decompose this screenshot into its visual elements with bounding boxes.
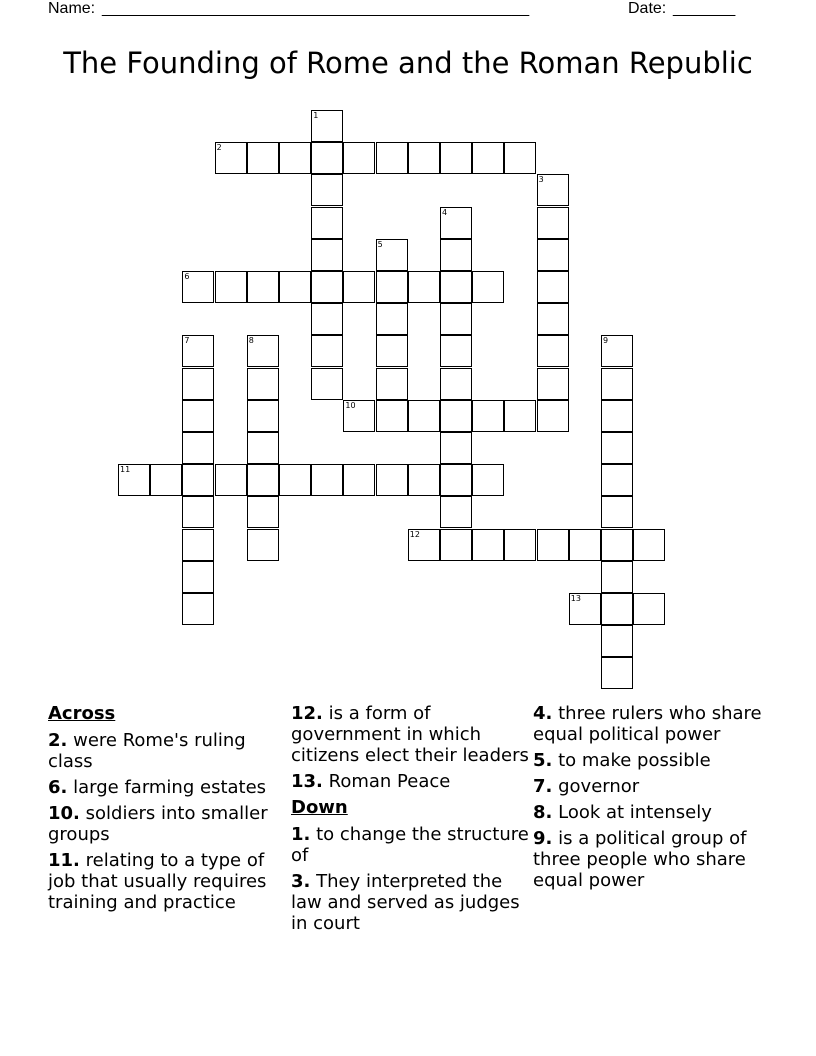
crossword-cell[interactable] — [182, 368, 214, 400]
down-heading: Down — [291, 797, 348, 818]
crossword-cell[interactable] — [504, 529, 536, 561]
crossword-cell[interactable] — [408, 400, 440, 432]
crossword-cell[interactable] — [601, 368, 633, 400]
crossword-cell[interactable] — [343, 464, 375, 496]
crossword-cell[interactable] — [247, 464, 279, 496]
crossword-cell[interactable] — [343, 400, 375, 432]
crossword-cell[interactable] — [247, 529, 279, 561]
crossword-cell[interactable] — [247, 496, 279, 528]
crossword-cell[interactable] — [376, 303, 408, 335]
crossword-cell[interactable] — [537, 239, 569, 271]
crossword-cell[interactable] — [472, 271, 504, 303]
crossword-cell[interactable] — [472, 142, 504, 174]
crossword-cell[interactable] — [311, 207, 343, 239]
crossword-cell[interactable] — [537, 368, 569, 400]
crossword-cell[interactable] — [440, 142, 472, 174]
crossword-cell[interactable] — [376, 368, 408, 400]
crossword-cell[interactable] — [182, 271, 214, 303]
crossword-cell[interactable] — [537, 303, 569, 335]
crossword-cell[interactable] — [311, 110, 343, 142]
clue-across-11: 11. relating to a type of job that usually requires training and practice — [48, 850, 267, 913]
crossword-cell[interactable] — [118, 464, 150, 496]
crossword-cell[interactable] — [601, 400, 633, 432]
date-label: Date: — [628, 0, 667, 17]
crossword-cell[interactable] — [182, 529, 214, 561]
crossword-cell[interactable] — [182, 561, 214, 593]
crossword-cell[interactable] — [504, 400, 536, 432]
crossword-cell[interactable] — [440, 368, 472, 400]
clue-number: 3 — [538, 175, 544, 185]
crossword-cell[interactable] — [376, 335, 408, 367]
clue-number: 4 — [442, 207, 448, 217]
crossword-cell[interactable] — [440, 432, 472, 464]
crossword-cell[interactable] — [182, 496, 214, 528]
crossword-cell[interactable] — [537, 271, 569, 303]
crossword-cell[interactable] — [311, 239, 343, 271]
clue-number: 13 — [570, 594, 581, 603]
crossword-cell[interactable] — [247, 368, 279, 400]
crossword-cell[interactable] — [182, 432, 214, 464]
crossword-cell[interactable] — [215, 142, 247, 174]
clue-number: 9 — [603, 336, 609, 346]
crossword-cell[interactable] — [601, 657, 633, 689]
crossword-cell[interactable] — [182, 464, 214, 496]
across-heading: Across — [48, 703, 116, 724]
crossword-cell[interactable] — [440, 529, 472, 561]
crossword-cell[interactable] — [537, 335, 569, 367]
clue-down-8: 8. Look at intensely — [533, 802, 712, 823]
crossword-cell[interactable] — [247, 271, 279, 303]
crossword-cell[interactable] — [633, 529, 665, 561]
clue-column-3 — [533, 703, 773, 896]
crossword-cell[interactable] — [537, 400, 569, 432]
crossword-cell[interactable] — [601, 464, 633, 496]
clue-across-12: 12. is a form of government in which citizens elect their leaders — [291, 703, 529, 766]
crossword-cell[interactable] — [182, 593, 214, 625]
crossword-cell[interactable] — [601, 593, 633, 625]
clue-number: 6 — [184, 272, 190, 281]
clue-number: 2 — [216, 143, 222, 153]
crossword-cell[interactable] — [311, 142, 343, 174]
clue-number: 5 — [377, 239, 383, 249]
crossword-cell[interactable] — [376, 239, 408, 271]
crossword-cell[interactable] — [440, 207, 472, 239]
crossword-cell[interactable] — [601, 625, 633, 657]
clue-across-2: 2. were Rome's ruling class — [48, 730, 246, 772]
crossword-cell[interactable] — [311, 174, 343, 206]
crossword-cell[interactable] — [472, 464, 504, 496]
clue-across-10: 10. soldiers into smaller groups — [48, 803, 268, 845]
clue-across-13: 13. Roman Peace — [291, 771, 451, 792]
crossword-cell[interactable] — [569, 593, 601, 625]
crossword-cell[interactable] — [440, 400, 472, 432]
crossword-cell[interactable] — [569, 529, 601, 561]
crossword-cell[interactable] — [182, 335, 214, 367]
crossword-cell[interactable] — [408, 464, 440, 496]
clue-down-7: 7. governor — [533, 776, 640, 797]
crossword-cell[interactable] — [440, 496, 472, 528]
crossword-cell[interactable] — [601, 561, 633, 593]
crossword-cell[interactable] — [376, 400, 408, 432]
clue-across-6: 6. large farming estates — [48, 777, 267, 798]
crossword-cell[interactable] — [311, 271, 343, 303]
crossword-cell[interactable] — [215, 464, 247, 496]
name-line[interactable]: ________________________________________________ — [102, 0, 530, 17]
date-line[interactable]: _______ — [673, 0, 736, 17]
clue-number: 8 — [248, 336, 254, 346]
crossword-cell[interactable] — [601, 496, 633, 528]
crossword-cell[interactable] — [537, 174, 569, 206]
crossword-cell[interactable] — [150, 464, 182, 496]
clue-down-3: 3. They interpreted the law and served as judges in court — [291, 871, 520, 934]
crossword-cell[interactable] — [472, 529, 504, 561]
crossword-cell[interactable] — [537, 529, 569, 561]
crossword-cell[interactable] — [440, 303, 472, 335]
clue-number: 11 — [120, 465, 131, 475]
crossword-cell[interactable] — [182, 400, 214, 432]
clue-down-1: 1. to change the structure of — [291, 824, 529, 866]
clue-number: 10 — [345, 400, 356, 410]
clue-down-5: 5. to make possible — [533, 750, 711, 771]
crossword-cell[interactable] — [311, 368, 343, 400]
clue-down-4: 4. three rulers who share equal political power — [533, 703, 762, 745]
crossword-cell[interactable] — [279, 142, 311, 174]
crossword-cell[interactable] — [472, 400, 504, 432]
crossword-cell[interactable] — [537, 207, 569, 239]
crossword-cell[interactable] — [247, 400, 279, 432]
crossword-cell[interactable] — [504, 142, 536, 174]
crossword-cell[interactable] — [247, 142, 279, 174]
crossword-cell[interactable] — [633, 593, 665, 625]
crossword-cell[interactable] — [601, 335, 633, 367]
clue-column-2 — [291, 703, 531, 939]
crossword-cell[interactable] — [247, 335, 279, 367]
clue-number: 7 — [184, 336, 190, 346]
page-title: The Founding of Rome and the Roman Republic — [63, 46, 753, 80]
crossword-cell[interactable] — [247, 432, 279, 464]
crossword-cell[interactable] — [440, 335, 472, 367]
crossword-cell[interactable] — [376, 142, 408, 174]
crossword-cell[interactable] — [343, 271, 375, 303]
crossword-cell[interactable] — [408, 529, 440, 561]
crossword-cell[interactable] — [343, 142, 375, 174]
name-label: Name: — [48, 0, 96, 17]
crossword-cell[interactable] — [279, 464, 311, 496]
clue-down-9: 9. is a political group of three people who share equal power — [533, 828, 747, 891]
crossword-cell[interactable] — [440, 239, 472, 271]
crossword-cell[interactable] — [311, 464, 343, 496]
crossword-cell[interactable] — [215, 271, 247, 303]
crossword-cell[interactable] — [376, 271, 408, 303]
clue-column-1 — [48, 703, 288, 918]
crossword-cell[interactable] — [376, 464, 408, 496]
crossword-cell[interactable] — [311, 303, 343, 335]
crossword-cell[interactable] — [601, 432, 633, 464]
crossword-cell[interactable] — [279, 271, 311, 303]
crossword-cell[interactable] — [311, 335, 343, 367]
crossword-cell[interactable] — [408, 142, 440, 174]
crossword-cell[interactable] — [440, 464, 472, 496]
clue-number: 1 — [313, 111, 319, 120]
crossword-cell[interactable] — [408, 271, 440, 303]
crossword-cell[interactable] — [440, 271, 472, 303]
crossword-cell[interactable] — [601, 529, 633, 561]
clue-number: 12 — [409, 529, 420, 539]
